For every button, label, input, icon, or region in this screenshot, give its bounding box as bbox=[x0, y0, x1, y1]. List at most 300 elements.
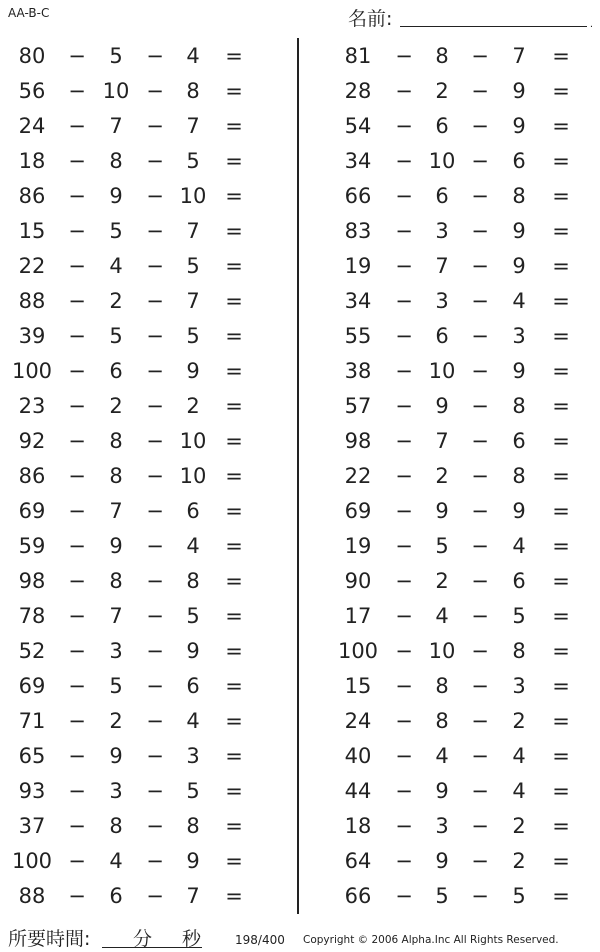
minus-sign: − bbox=[146, 393, 164, 418]
minuend: 59 bbox=[18, 533, 46, 558]
subtrahend-2: 8 bbox=[512, 638, 526, 663]
minuend: 65 bbox=[18, 743, 46, 768]
equals-sign: = bbox=[225, 813, 243, 838]
minus-sign: − bbox=[68, 358, 86, 383]
equals-sign: = bbox=[225, 113, 243, 138]
problem-row bbox=[0, 493, 290, 528]
minus-sign: − bbox=[471, 428, 489, 453]
equals-sign: = bbox=[552, 288, 570, 313]
equals-sign: = bbox=[552, 43, 570, 68]
equals-sign: = bbox=[552, 183, 570, 208]
minus-sign: − bbox=[146, 813, 164, 838]
equals-sign: = bbox=[225, 183, 243, 208]
minus-sign: − bbox=[68, 113, 86, 138]
subtrahend-2: 3 bbox=[512, 673, 526, 698]
subtrahend-2: 4 bbox=[186, 533, 200, 558]
problem-row bbox=[0, 703, 290, 738]
minuend: 92 bbox=[18, 428, 46, 453]
minus-sign: − bbox=[68, 673, 86, 698]
subtrahend-1: 7 bbox=[109, 113, 123, 138]
subtrahend-2: 2 bbox=[512, 708, 526, 733]
subtrahend-1: 8 bbox=[435, 43, 449, 68]
minus-sign: − bbox=[68, 883, 86, 908]
subtrahend-1: 8 bbox=[109, 428, 123, 453]
problem-row bbox=[0, 423, 290, 458]
equals-sign: = bbox=[552, 498, 570, 523]
minus-sign: − bbox=[395, 218, 413, 243]
equals-sign: = bbox=[225, 358, 243, 383]
minus-sign: − bbox=[395, 568, 413, 593]
subtrahend-1: 3 bbox=[435, 218, 449, 243]
subtrahend-1: 5 bbox=[109, 43, 123, 68]
minus-sign: − bbox=[146, 673, 164, 698]
problem-row bbox=[0, 598, 290, 633]
minuend: 18 bbox=[344, 813, 372, 838]
name-dot: . bbox=[589, 19, 593, 30]
minuend: 66 bbox=[344, 883, 372, 908]
minus-sign: − bbox=[395, 323, 413, 348]
minus-sign: − bbox=[68, 218, 86, 243]
equals-sign: = bbox=[552, 78, 570, 103]
minuend: 100 bbox=[11, 358, 53, 383]
minus-sign: − bbox=[471, 253, 489, 278]
minus-sign: − bbox=[68, 498, 86, 523]
minuend: 100 bbox=[11, 848, 53, 873]
minus-sign: − bbox=[395, 463, 413, 488]
minus-sign: − bbox=[471, 778, 489, 803]
minus-sign: − bbox=[68, 78, 86, 103]
minuend: 90 bbox=[344, 568, 372, 593]
minuend: 54 bbox=[344, 113, 372, 138]
minuend: 37 bbox=[18, 813, 46, 838]
worksheet-code: AA-B-C bbox=[8, 6, 50, 20]
equals-sign: = bbox=[552, 603, 570, 628]
subtrahend-1: 5 bbox=[109, 218, 123, 243]
subtrahend-1: 2 bbox=[109, 393, 123, 418]
minuend: 86 bbox=[18, 183, 46, 208]
minuend: 93 bbox=[18, 778, 46, 803]
equals-sign: = bbox=[225, 393, 243, 418]
equals-sign: = bbox=[552, 743, 570, 768]
problem-row bbox=[300, 528, 590, 563]
subtrahend-1: 5 bbox=[109, 673, 123, 698]
time-required-label: 所要時間: bbox=[8, 928, 91, 950]
equals-sign: = bbox=[225, 778, 243, 803]
problem-row bbox=[0, 178, 290, 213]
minus-sign: − bbox=[471, 743, 489, 768]
minus-sign: − bbox=[146, 463, 164, 488]
minus-sign: − bbox=[146, 603, 164, 628]
subtrahend-2: 5 bbox=[512, 603, 526, 628]
problem-row bbox=[300, 423, 590, 458]
problem-row bbox=[300, 668, 590, 703]
subtrahend-1: 6 bbox=[435, 323, 449, 348]
minus-sign: − bbox=[471, 638, 489, 663]
minus-sign: − bbox=[471, 673, 489, 698]
minus-sign: − bbox=[395, 428, 413, 453]
minuend: 56 bbox=[18, 78, 46, 103]
minus-sign: − bbox=[68, 463, 86, 488]
problem-row bbox=[300, 178, 590, 213]
equals-sign: = bbox=[552, 218, 570, 243]
minus-sign: − bbox=[395, 183, 413, 208]
minuend: 24 bbox=[344, 708, 372, 733]
minuend: 38 bbox=[344, 358, 372, 383]
equals-sign: = bbox=[552, 148, 570, 173]
subtrahend-1: 8 bbox=[435, 708, 449, 733]
equals-sign: = bbox=[552, 113, 570, 138]
minus-sign: − bbox=[395, 848, 413, 873]
subtrahend-2: 10 bbox=[179, 183, 207, 208]
subtrahend-1: 4 bbox=[435, 743, 449, 768]
minus-sign: − bbox=[395, 743, 413, 768]
equals-sign: = bbox=[225, 533, 243, 558]
equals-sign: = bbox=[552, 813, 570, 838]
minuend: 17 bbox=[344, 603, 372, 628]
subtrahend-2: 7 bbox=[186, 218, 200, 243]
problem-row bbox=[300, 703, 590, 738]
subtrahend-1: 8 bbox=[109, 813, 123, 838]
subtrahend-2: 10 bbox=[179, 428, 207, 453]
minus-sign: − bbox=[68, 743, 86, 768]
minus-sign: − bbox=[471, 43, 489, 68]
minus-sign: − bbox=[146, 708, 164, 733]
subtrahend-1: 4 bbox=[435, 603, 449, 628]
subtrahend-1: 10 bbox=[428, 148, 456, 173]
minus-sign: − bbox=[471, 358, 489, 383]
copyright-notice: Copyright © 2006 Alpha.Inc All Rights Reserved. bbox=[303, 934, 559, 946]
problem-row bbox=[300, 318, 590, 353]
equals-sign: = bbox=[225, 743, 243, 768]
minus-sign: − bbox=[471, 533, 489, 558]
problem-row bbox=[0, 563, 290, 598]
problem-row bbox=[300, 248, 590, 283]
minuend: 52 bbox=[18, 638, 46, 663]
subtrahend-2: 9 bbox=[512, 113, 526, 138]
equals-sign: = bbox=[552, 533, 570, 558]
equals-sign: = bbox=[552, 638, 570, 663]
subtrahend-2: 4 bbox=[186, 43, 200, 68]
subtrahend-2: 8 bbox=[186, 813, 200, 838]
name-label: 名前: bbox=[348, 8, 393, 30]
subtrahend-2: 4 bbox=[186, 708, 200, 733]
subtrahend-1: 5 bbox=[435, 883, 449, 908]
subtrahend-1: 2 bbox=[109, 288, 123, 313]
minus-sign: − bbox=[146, 113, 164, 138]
equals-sign: = bbox=[552, 778, 570, 803]
minuend: 71 bbox=[18, 708, 46, 733]
subtrahend-2: 8 bbox=[512, 183, 526, 208]
minus-sign: − bbox=[68, 533, 86, 558]
subtrahend-1: 7 bbox=[435, 253, 449, 278]
minus-sign: − bbox=[471, 148, 489, 173]
equals-sign: = bbox=[552, 393, 570, 418]
minuend: 34 bbox=[344, 288, 372, 313]
minus-sign: − bbox=[395, 113, 413, 138]
subtrahend-2: 2 bbox=[512, 848, 526, 873]
subtrahend-2: 5 bbox=[186, 253, 200, 278]
problem-row bbox=[300, 493, 590, 528]
equals-sign: = bbox=[225, 43, 243, 68]
problem-row bbox=[300, 773, 590, 808]
subtrahend-1: 10 bbox=[428, 638, 456, 663]
subtrahend-1: 5 bbox=[109, 323, 123, 348]
problem-row bbox=[0, 283, 290, 318]
equals-sign: = bbox=[225, 428, 243, 453]
subtrahend-2: 7 bbox=[186, 883, 200, 908]
equals-sign: = bbox=[225, 848, 243, 873]
equals-sign: = bbox=[552, 253, 570, 278]
problem-row bbox=[300, 213, 590, 248]
problem-row bbox=[300, 283, 590, 318]
subtrahend-2: 9 bbox=[512, 78, 526, 103]
minus-sign: − bbox=[146, 848, 164, 873]
subtrahend-1: 8 bbox=[435, 673, 449, 698]
problem-row bbox=[0, 388, 290, 423]
subtrahend-1: 3 bbox=[109, 778, 123, 803]
subtrahend-2: 9 bbox=[186, 358, 200, 383]
subtrahend-1: 9 bbox=[435, 498, 449, 523]
minuend: 100 bbox=[337, 638, 379, 663]
minus-sign: − bbox=[146, 883, 164, 908]
problem-row bbox=[300, 598, 590, 633]
subtrahend-1: 3 bbox=[435, 288, 449, 313]
minus-sign: − bbox=[68, 708, 86, 733]
subtrahend-1: 6 bbox=[435, 183, 449, 208]
minuend: 86 bbox=[18, 463, 46, 488]
minuend: 22 bbox=[18, 253, 46, 278]
equals-sign: = bbox=[225, 78, 243, 103]
minus-sign: − bbox=[68, 638, 86, 663]
subtrahend-2: 9 bbox=[512, 358, 526, 383]
problem-row bbox=[300, 458, 590, 493]
problem-row bbox=[0, 108, 290, 143]
minus-sign: − bbox=[146, 533, 164, 558]
problem-row bbox=[300, 738, 590, 773]
minus-sign: − bbox=[146, 358, 164, 383]
subtrahend-2: 5 bbox=[186, 148, 200, 173]
minus-sign: − bbox=[395, 813, 413, 838]
minus-sign: − bbox=[146, 253, 164, 278]
minutes-label: 分 bbox=[133, 928, 153, 950]
minuend: 15 bbox=[18, 218, 46, 243]
subtrahend-1: 7 bbox=[109, 498, 123, 523]
minus-sign: − bbox=[68, 43, 86, 68]
subtrahend-2: 4 bbox=[512, 778, 526, 803]
equals-sign: = bbox=[552, 883, 570, 908]
minus-sign: − bbox=[68, 183, 86, 208]
minus-sign: − bbox=[395, 778, 413, 803]
page-number: 198/400 bbox=[235, 933, 285, 947]
subtrahend-2: 6 bbox=[512, 568, 526, 593]
equals-sign: = bbox=[225, 463, 243, 488]
minus-sign: − bbox=[146, 218, 164, 243]
problem-row bbox=[300, 808, 590, 843]
subtrahend-2: 9 bbox=[512, 253, 526, 278]
minus-sign: − bbox=[471, 113, 489, 138]
subtrahend-2: 6 bbox=[512, 428, 526, 453]
minus-sign: − bbox=[395, 393, 413, 418]
minuend: 83 bbox=[344, 218, 372, 243]
subtrahend-1: 9 bbox=[435, 778, 449, 803]
equals-sign: = bbox=[225, 603, 243, 628]
minus-sign: − bbox=[146, 743, 164, 768]
minuend: 64 bbox=[344, 848, 372, 873]
problem-row bbox=[0, 248, 290, 283]
subtrahend-1: 2 bbox=[435, 463, 449, 488]
equals-sign: = bbox=[225, 288, 243, 313]
minus-sign: − bbox=[471, 498, 489, 523]
footer bbox=[0, 920, 600, 952]
subtrahend-2: 8 bbox=[186, 568, 200, 593]
minuend: 19 bbox=[344, 533, 372, 558]
subtrahend-2: 4 bbox=[512, 288, 526, 313]
subtrahend-2: 6 bbox=[512, 148, 526, 173]
minuend: 80 bbox=[18, 43, 46, 68]
subtrahend-2: 9 bbox=[186, 638, 200, 663]
minus-sign: − bbox=[68, 813, 86, 838]
minus-sign: − bbox=[68, 253, 86, 278]
minus-sign: − bbox=[146, 778, 164, 803]
minus-sign: − bbox=[471, 708, 489, 733]
right-problem-column bbox=[300, 38, 590, 913]
problem-row bbox=[300, 108, 590, 143]
subtrahend-1: 6 bbox=[109, 358, 123, 383]
minuend: 55 bbox=[344, 323, 372, 348]
minus-sign: − bbox=[146, 43, 164, 68]
minuend: 18 bbox=[18, 148, 46, 173]
minuend: 15 bbox=[344, 673, 372, 698]
subtrahend-2: 9 bbox=[512, 498, 526, 523]
problem-row bbox=[0, 738, 290, 773]
name-field[interactable] bbox=[348, 4, 593, 30]
minuend: 44 bbox=[344, 778, 372, 803]
minuend: 69 bbox=[18, 498, 46, 523]
problem-row bbox=[300, 73, 590, 108]
subtrahend-2: 5 bbox=[186, 778, 200, 803]
subtrahend-1: 2 bbox=[109, 708, 123, 733]
subtrahend-1: 6 bbox=[109, 883, 123, 908]
equals-sign: = bbox=[552, 568, 570, 593]
minus-sign: − bbox=[68, 848, 86, 873]
minuend: 88 bbox=[18, 288, 46, 313]
minus-sign: − bbox=[471, 218, 489, 243]
subtrahend-2: 4 bbox=[512, 743, 526, 768]
equals-sign: = bbox=[552, 428, 570, 453]
minuend: 40 bbox=[344, 743, 372, 768]
subtrahend-1: 2 bbox=[435, 568, 449, 593]
equals-sign: = bbox=[552, 323, 570, 348]
problem-row bbox=[0, 528, 290, 563]
problem-row bbox=[300, 563, 590, 598]
minuend: 69 bbox=[344, 498, 372, 523]
subtrahend-1: 8 bbox=[109, 463, 123, 488]
subtrahend-2: 2 bbox=[512, 813, 526, 838]
subtrahend-2: 6 bbox=[186, 673, 200, 698]
problem-row bbox=[0, 668, 290, 703]
subtrahend-2: 9 bbox=[512, 218, 526, 243]
problem-row bbox=[0, 878, 290, 913]
minus-sign: − bbox=[146, 323, 164, 348]
minus-sign: − bbox=[395, 78, 413, 103]
subtrahend-1: 4 bbox=[109, 848, 123, 873]
problem-row bbox=[300, 143, 590, 178]
subtrahend-1: 4 bbox=[109, 253, 123, 278]
name-underline bbox=[400, 26, 587, 27]
equals-sign: = bbox=[225, 498, 243, 523]
minus-sign: − bbox=[146, 288, 164, 313]
subtrahend-1: 9 bbox=[109, 743, 123, 768]
minus-sign: − bbox=[146, 148, 164, 173]
subtrahend-2: 5 bbox=[186, 603, 200, 628]
subtrahend-2: 8 bbox=[512, 393, 526, 418]
subtrahend-1: 6 bbox=[435, 113, 449, 138]
equals-sign: = bbox=[552, 673, 570, 698]
minus-sign: − bbox=[471, 463, 489, 488]
equals-sign: = bbox=[225, 253, 243, 278]
subtrahend-2: 5 bbox=[186, 323, 200, 348]
subtrahend-2: 7 bbox=[186, 288, 200, 313]
minuend: 88 bbox=[18, 883, 46, 908]
problem-row bbox=[300, 38, 590, 73]
minuend: 23 bbox=[18, 393, 46, 418]
subtrahend-1: 9 bbox=[435, 848, 449, 873]
minus-sign: − bbox=[146, 183, 164, 208]
minus-sign: − bbox=[68, 288, 86, 313]
minus-sign: − bbox=[146, 78, 164, 103]
equals-sign: = bbox=[225, 323, 243, 348]
equals-sign: = bbox=[552, 358, 570, 383]
equals-sign: = bbox=[552, 463, 570, 488]
subtrahend-2: 3 bbox=[186, 743, 200, 768]
minus-sign: − bbox=[395, 673, 413, 698]
minus-sign: − bbox=[68, 603, 86, 628]
equals-sign: = bbox=[552, 848, 570, 873]
minuend: 66 bbox=[344, 183, 372, 208]
minus-sign: − bbox=[395, 883, 413, 908]
subtrahend-2: 3 bbox=[512, 323, 526, 348]
column-divider bbox=[297, 38, 299, 914]
problem-row bbox=[0, 73, 290, 108]
subtrahend-2: 10 bbox=[179, 463, 207, 488]
problem-row bbox=[300, 353, 590, 388]
minus-sign: − bbox=[471, 568, 489, 593]
minus-sign: − bbox=[395, 288, 413, 313]
minuend: 39 bbox=[18, 323, 46, 348]
minus-sign: − bbox=[471, 848, 489, 873]
minuend: 24 bbox=[18, 113, 46, 138]
problem-row bbox=[300, 843, 590, 878]
problem-row bbox=[0, 213, 290, 248]
subtrahend-2: 2 bbox=[186, 393, 200, 418]
minuend: 22 bbox=[344, 463, 372, 488]
problem-row bbox=[300, 878, 590, 913]
minuend: 98 bbox=[18, 568, 46, 593]
subtrahend-2: 7 bbox=[512, 43, 526, 68]
subtrahend-1: 3 bbox=[435, 813, 449, 838]
subtrahend-1: 8 bbox=[109, 568, 123, 593]
problem-row bbox=[0, 633, 290, 668]
minus-sign: − bbox=[68, 428, 86, 453]
minus-sign: − bbox=[471, 183, 489, 208]
minuend: 81 bbox=[344, 43, 372, 68]
minus-sign: − bbox=[471, 288, 489, 313]
seconds-label: 秒 bbox=[182, 928, 202, 950]
minus-sign: − bbox=[395, 43, 413, 68]
minus-sign: − bbox=[471, 883, 489, 908]
subtrahend-1: 5 bbox=[435, 533, 449, 558]
problem-row bbox=[0, 353, 290, 388]
